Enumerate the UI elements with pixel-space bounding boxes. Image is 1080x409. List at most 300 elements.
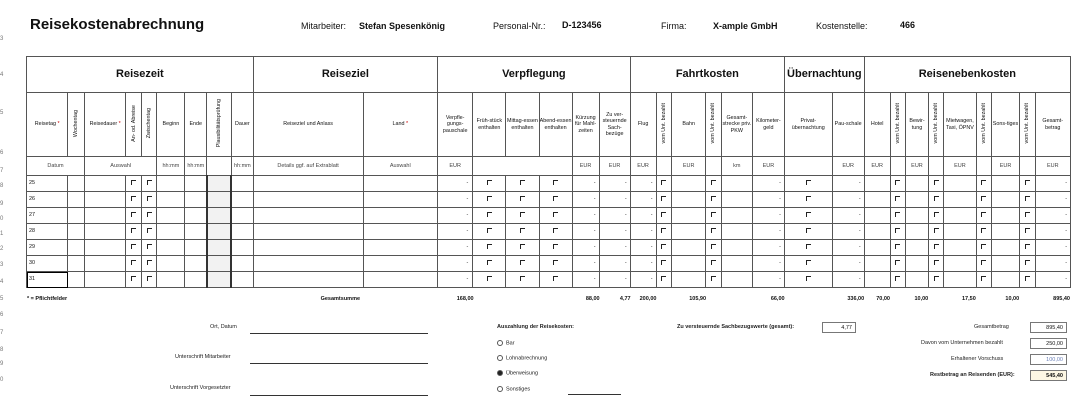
col-kuerzung: Kürzung für Mahl-zeiten xyxy=(572,93,599,157)
cell-zwischentag[interactable] xyxy=(141,272,157,288)
row-number: 6 xyxy=(0,150,4,156)
cell-hotel-ua[interactable] xyxy=(890,176,906,192)
group-verpflegung: Verpflegung xyxy=(438,57,631,93)
cell-reisedauer[interactable] xyxy=(84,192,125,208)
cell-reisedauer[interactable] xyxy=(84,240,125,256)
cell-bahn[interactable] xyxy=(672,272,706,288)
cell-sach: - xyxy=(599,208,630,224)
cell-fruehstueck[interactable] xyxy=(473,176,506,192)
cell-hotel[interactable] xyxy=(864,256,890,272)
sonstiges-line[interactable] xyxy=(568,394,621,395)
cell-sonstiges[interactable] xyxy=(992,208,1020,224)
cell-abendessen[interactable] xyxy=(539,208,572,224)
cell-land[interactable] xyxy=(363,176,438,192)
cell-mittagessen[interactable] xyxy=(506,272,539,288)
cell-hotel[interactable] xyxy=(864,224,890,240)
cell-wochentag[interactable] xyxy=(68,272,85,288)
cell-hotel[interactable] xyxy=(864,192,890,208)
cell-abendessen[interactable] xyxy=(539,224,572,240)
cell-flug-ua[interactable] xyxy=(656,256,672,272)
unit-kmgeld: EUR xyxy=(752,157,784,176)
cell-dauer[interactable] xyxy=(231,176,253,192)
checkbox-icon xyxy=(553,180,558,185)
checkbox-icon xyxy=(934,180,939,185)
cell-gesamtstrecke[interactable] xyxy=(721,256,752,272)
total-hotel: 70,00 xyxy=(876,296,890,302)
cell-an-abreise[interactable] xyxy=(126,256,142,272)
cell-kuerz: - xyxy=(572,240,599,256)
cell-land[interactable] xyxy=(363,272,438,288)
checkbox-icon xyxy=(806,212,811,217)
cell-gesamt: - xyxy=(1035,208,1070,224)
table-row xyxy=(27,208,1071,224)
cell-bewirtung-ua[interactable] xyxy=(928,192,944,208)
row-number: 8 xyxy=(0,347,4,353)
cell-bahn[interactable] xyxy=(672,224,706,240)
cell-kmgeld: - xyxy=(752,192,784,208)
cell-zwischentag[interactable] xyxy=(141,208,157,224)
employee-value[interactable]: Stefan Spesenkönig xyxy=(359,21,446,31)
cell-dauer[interactable] xyxy=(231,240,253,256)
cell-flug[interactable]: - xyxy=(630,272,656,288)
cell-mietwagen[interactable] xyxy=(944,176,976,192)
cell-mietwagen-ua[interactable] xyxy=(976,272,992,288)
cell-bahn[interactable] xyxy=(672,256,706,272)
cell-hotel-ua[interactable] xyxy=(890,208,906,224)
cell-flug[interactable]: - xyxy=(630,224,656,240)
cell-bewirtung[interactable] xyxy=(906,192,929,208)
cell-reiseziel-anlass[interactable] xyxy=(253,224,363,240)
checkbox-icon xyxy=(711,244,716,249)
cell-reisedauer[interactable] xyxy=(84,208,125,224)
cell-verpf: - xyxy=(438,272,473,288)
cell-gesamtstrecke[interactable] xyxy=(721,176,752,192)
cell-bewirtung[interactable] xyxy=(906,224,929,240)
cell-sonstiges[interactable] xyxy=(992,224,1020,240)
cell-zwischentag[interactable] xyxy=(141,240,157,256)
cell-gesamtstrecke[interactable] xyxy=(721,240,752,256)
cell-beginn[interactable] xyxy=(157,224,185,240)
cell-privatuebernachtung[interactable] xyxy=(784,240,832,256)
cell-gesamtstrecke[interactable] xyxy=(721,272,752,288)
cell-wochentag[interactable] xyxy=(68,208,85,224)
checkbox-icon xyxy=(520,228,525,233)
group-reiseziel: Reiseziel xyxy=(253,57,437,93)
col-dauer: Dauer xyxy=(231,93,253,157)
cell-sonstiges-ua[interactable] xyxy=(1019,192,1035,208)
cell-flug[interactable]: - xyxy=(630,208,656,224)
cell-bewirtung[interactable] xyxy=(906,272,929,288)
cell-mietwagen[interactable] xyxy=(944,208,976,224)
cell-dauer[interactable] xyxy=(231,272,253,288)
cell-reiseziel-anlass[interactable] xyxy=(253,272,363,288)
cell-bewirtung-ua[interactable] xyxy=(928,240,944,256)
cell-beginn[interactable] xyxy=(157,176,185,192)
cell-abendessen[interactable] xyxy=(539,256,572,272)
cell-privatuebernachtung[interactable] xyxy=(784,208,832,224)
row-number: 5 xyxy=(0,296,4,302)
cell-fruehstueck[interactable] xyxy=(473,192,506,208)
cell-verpf: - xyxy=(438,224,473,240)
unit-bahn: EUR xyxy=(672,157,706,176)
checkbox-icon xyxy=(147,244,152,249)
cell-privatuebernachtung[interactable] xyxy=(784,256,832,272)
cell-privatuebernachtung[interactable] xyxy=(784,176,832,192)
cell-kuerz: - xyxy=(572,192,599,208)
cell-privatuebernachtung[interactable] xyxy=(784,192,832,208)
cell-reisedauer[interactable] xyxy=(84,224,125,240)
cell-sonstiges-ua[interactable] xyxy=(1019,224,1035,240)
travel-expense-grid xyxy=(26,56,1071,288)
cell-an-abreise[interactable] xyxy=(126,208,142,224)
cell-reisetag[interactable]: 31 xyxy=(27,272,68,288)
cell-bewirtung[interactable] xyxy=(906,240,929,256)
cell-wochentag[interactable] xyxy=(68,176,85,192)
checkbox-icon xyxy=(934,260,939,265)
cell-reiseziel-anlass[interactable] xyxy=(253,208,363,224)
cell-verpf: - xyxy=(438,192,473,208)
option-bar[interactable]: Bar xyxy=(497,340,515,346)
cell-mietwagen[interactable] xyxy=(944,192,976,208)
checkbox-icon xyxy=(981,212,986,217)
total-kuerz: 88,00 xyxy=(585,296,600,302)
cell-reisetag[interactable]: 25 xyxy=(27,176,68,192)
checkbox-icon xyxy=(487,228,492,233)
checkbox-icon xyxy=(131,228,136,233)
cell-flug[interactable]: - xyxy=(630,192,656,208)
cell-hotel-ua[interactable] xyxy=(890,224,906,240)
cell-kuerz: - xyxy=(572,272,599,288)
cell-gesamtstrecke[interactable] xyxy=(721,224,752,240)
cell-flug[interactable]: - xyxy=(630,256,656,272)
checkbox-icon xyxy=(981,196,986,201)
cell-zwischentag[interactable] xyxy=(141,176,157,192)
cell-hotel-ua[interactable] xyxy=(890,256,906,272)
cell-mittagessen[interactable] xyxy=(506,208,539,224)
col-bahn-ua-bezahlt: vom Unt. bezahlt xyxy=(706,93,722,157)
cell-bahn[interactable] xyxy=(672,176,706,192)
cell-hotel-ua[interactable] xyxy=(890,192,906,208)
cell-ende[interactable] xyxy=(185,176,207,192)
cell-wochentag[interactable] xyxy=(68,192,85,208)
cell-ende[interactable] xyxy=(185,224,207,240)
cell-mietwagen-ua[interactable] xyxy=(976,208,992,224)
cell-reisedauer[interactable] xyxy=(84,256,125,272)
cell-land[interactable] xyxy=(363,192,438,208)
cell-flug-ua[interactable] xyxy=(656,208,672,224)
cell-bahn-ua[interactable] xyxy=(706,192,722,208)
cell-beginn[interactable] xyxy=(157,240,185,256)
col-pauschale: Pau-schale xyxy=(832,93,864,157)
cell-reisedauer[interactable] xyxy=(84,272,125,288)
total-flug: 200,00 xyxy=(639,296,657,302)
cell-flug-ua[interactable] xyxy=(656,224,672,240)
cell-bewirtung[interactable] xyxy=(906,176,929,192)
cell-bahn-ua[interactable] xyxy=(706,272,722,288)
cell-bewirtung-ua[interactable] xyxy=(928,224,944,240)
cell-mittagessen[interactable] xyxy=(506,224,539,240)
vorschuss-value[interactable]: 100,00 xyxy=(1030,354,1067,365)
cell-mietwagen-ua[interactable] xyxy=(976,176,992,192)
cell-land[interactable] xyxy=(363,208,438,224)
checkbox-icon xyxy=(934,228,939,233)
cell-ende[interactable] xyxy=(185,208,207,224)
cell-reiseziel-anlass[interactable] xyxy=(253,192,363,208)
checkbox-icon xyxy=(711,180,716,185)
checkbox-icon xyxy=(981,228,986,233)
checkbox-icon xyxy=(934,212,939,217)
cell-land[interactable] xyxy=(363,256,438,272)
checkbox-icon xyxy=(1025,196,1030,201)
cell-gesamtstrecke[interactable] xyxy=(721,208,752,224)
cell-sonstiges[interactable] xyxy=(992,176,1020,192)
cell-dauer[interactable] xyxy=(231,256,253,272)
cell-abendessen[interactable] xyxy=(539,272,572,288)
checkbox-icon xyxy=(147,276,152,281)
col-reisetag: Reisetag * xyxy=(27,93,68,157)
cell-fruehstueck[interactable] xyxy=(473,256,506,272)
cell-flug[interactable]: - xyxy=(630,176,656,192)
gesamtbetrag-value: 895,40 xyxy=(1030,322,1067,333)
cell-zwischentag[interactable] xyxy=(141,224,157,240)
cell-reiseziel-anlass[interactable] xyxy=(253,256,363,272)
cell-sonstiges[interactable] xyxy=(992,256,1020,272)
checkbox-icon xyxy=(661,180,666,185)
cell-bahn-ua[interactable] xyxy=(706,256,722,272)
company-value[interactable]: X-ample GmbH xyxy=(713,21,778,31)
col-wochentag: Wochentag xyxy=(68,93,85,157)
unterschrift-ma-label: Unterschrift Mitarbeiter xyxy=(175,354,231,360)
col-gesamtstrecke: Gesamt-strecke priv. PKW xyxy=(721,93,752,157)
cell-verpf: - xyxy=(438,256,473,272)
cell-kmgeld: - xyxy=(752,176,784,192)
cell-bahn-ua[interactable] xyxy=(706,176,722,192)
cell-beginn[interactable] xyxy=(157,192,185,208)
cell-flug-ua[interactable] xyxy=(656,176,672,192)
cell-fruehstueck[interactable] xyxy=(473,240,506,256)
cell-ende[interactable] xyxy=(185,240,207,256)
davon-value: 250,00 xyxy=(1030,338,1067,349)
cell-wochentag[interactable] xyxy=(68,224,85,240)
cell-reiseziel-anlass[interactable] xyxy=(253,176,363,192)
cell-bewirtung[interactable] xyxy=(906,208,929,224)
option-sonstiges[interactable]: Sonstiges xyxy=(497,386,530,392)
cell-reisetag[interactable]: 26 xyxy=(27,192,68,208)
cell-wochentag[interactable] xyxy=(68,256,85,272)
checkbox-icon xyxy=(661,244,666,249)
cell-mietwagen-ua[interactable] xyxy=(976,192,992,208)
cell-abendessen[interactable] xyxy=(539,240,572,256)
checkbox-icon xyxy=(895,180,900,185)
checkbox-icon xyxy=(895,196,900,201)
cell-reiseziel-anlass[interactable] xyxy=(253,240,363,256)
cell-sonstiges-ua[interactable] xyxy=(1019,176,1035,192)
cell-fruehstueck[interactable] xyxy=(473,224,506,240)
cell-abendessen[interactable] xyxy=(539,176,572,192)
cell-an-abreise[interactable] xyxy=(126,192,142,208)
cell-beginn[interactable] xyxy=(157,272,185,288)
cell-verpf: - xyxy=(438,240,473,256)
cell-hotel[interactable] xyxy=(864,272,890,288)
option-lohnabrechnung[interactable]: Lohnabrechnung xyxy=(497,355,547,361)
cell-sach: - xyxy=(599,272,630,288)
col-gesamtbetrag: Gesamt-betrag xyxy=(1035,93,1070,157)
cell-flug[interactable]: - xyxy=(630,240,656,256)
cell-zwischentag[interactable] xyxy=(141,192,157,208)
table-row xyxy=(27,256,1071,272)
restbetrag-label: Restbetrag an Reisenden (EUR): xyxy=(930,372,1015,378)
personnel-value[interactable]: D-123456 xyxy=(562,20,602,30)
cell-reisetag[interactable]: 28 xyxy=(27,224,68,240)
cell-mittagessen[interactable] xyxy=(506,176,539,192)
cell-mietwagen[interactable] xyxy=(944,240,976,256)
checkbox-icon xyxy=(520,212,525,217)
cell-an-abreise[interactable] xyxy=(126,224,142,240)
cell-bahn-ua[interactable] xyxy=(706,208,722,224)
unterschrift-ma-line[interactable] xyxy=(250,363,428,364)
checkbox-icon xyxy=(895,212,900,217)
cell-hotel[interactable] xyxy=(864,176,890,192)
page-title: Reisekostenabrechnung xyxy=(30,16,205,33)
cell-sonstiges-ua[interactable] xyxy=(1019,256,1035,272)
radio-selected-icon xyxy=(497,370,503,376)
cell-mietwagen[interactable] xyxy=(944,224,976,240)
checkbox-icon xyxy=(487,212,492,217)
cell-bewirtung-ua[interactable] xyxy=(928,256,944,272)
cell-ende[interactable] xyxy=(185,256,207,272)
cell-sonstiges-ua[interactable] xyxy=(1019,240,1035,256)
cell-sach: - xyxy=(599,240,630,256)
auszahlung-title: Auszahlung der Reisekosten: xyxy=(497,324,575,330)
cell-an-abreise[interactable] xyxy=(126,272,142,288)
cell-bewirtung-ua[interactable] xyxy=(928,272,944,288)
cell-bahn[interactable] xyxy=(672,240,706,256)
cell-hotel[interactable] xyxy=(864,208,890,224)
cell-bahn-ua[interactable] xyxy=(706,240,722,256)
cell-abendessen[interactable] xyxy=(539,192,572,208)
cell-bahn[interactable] xyxy=(672,208,706,224)
cell-bahn[interactable] xyxy=(672,192,706,208)
checkbox-icon xyxy=(806,196,811,201)
option-ueberweisung[interactable]: Überweisung xyxy=(497,370,538,376)
cell-mietwagen-ua[interactable] xyxy=(976,256,992,272)
cell-an-abreise[interactable] xyxy=(126,176,142,192)
cell-mietwagen-ua[interactable] xyxy=(976,240,992,256)
checkbox-icon xyxy=(553,276,558,281)
company-label: Firma: xyxy=(661,21,687,31)
cell-land[interactable] xyxy=(363,224,438,240)
group-uebernachtung: Übernachtung xyxy=(784,57,864,93)
cell-sonstiges-ua[interactable] xyxy=(1019,272,1035,288)
cell-wochentag[interactable] xyxy=(68,240,85,256)
cell-gesamtstrecke[interactable] xyxy=(721,192,752,208)
unterschrift-vg-line[interactable] xyxy=(250,395,428,396)
cell-fruehstueck[interactable] xyxy=(473,208,506,224)
cell-dauer[interactable] xyxy=(231,224,253,240)
checkbox-icon xyxy=(131,276,136,281)
cell-reisedauer[interactable] xyxy=(84,176,125,192)
col-zwischentag: Zwischentag xyxy=(141,93,157,157)
cell-pausch: - xyxy=(832,192,864,208)
cell-plausibilitaet xyxy=(207,272,232,288)
cell-mietwagen[interactable] xyxy=(944,272,976,288)
col-abendessen: Abend-essen enthalten xyxy=(539,93,572,157)
unit-pausch: EUR xyxy=(832,157,864,176)
cell-bewirtung[interactable] xyxy=(906,256,929,272)
cell-bewirtung-ua[interactable] xyxy=(928,208,944,224)
checkbox-icon xyxy=(934,276,939,281)
cell-sonstiges[interactable] xyxy=(992,272,1020,288)
row-number: 8 xyxy=(0,183,4,189)
cost-center-value[interactable]: 466 xyxy=(900,20,916,30)
cell-flug-ua[interactable] xyxy=(656,240,672,256)
cell-kmgeld: - xyxy=(752,208,784,224)
checkbox-icon xyxy=(131,244,136,249)
checkbox-icon xyxy=(131,196,136,201)
cell-mittagessen[interactable] xyxy=(506,192,539,208)
cell-bahn-ua[interactable] xyxy=(706,224,722,240)
checkbox-icon xyxy=(981,260,986,265)
cell-kmgeld: - xyxy=(752,272,784,288)
cell-ende[interactable] xyxy=(185,272,207,288)
cell-reisetag[interactable]: 29 xyxy=(27,240,68,256)
ort-datum-line[interactable] xyxy=(250,333,428,334)
cell-reisetag[interactable]: 30 xyxy=(27,256,68,272)
checkbox-icon xyxy=(487,276,492,281)
cell-mittagessen[interactable] xyxy=(506,240,539,256)
cell-an-abreise[interactable] xyxy=(126,240,142,256)
cell-hotel[interactable] xyxy=(864,240,890,256)
cell-bewirtung-ua[interactable] xyxy=(928,176,944,192)
cell-mittagessen[interactable] xyxy=(506,256,539,272)
cell-privatuebernachtung[interactable] xyxy=(784,224,832,240)
checkbox-icon xyxy=(806,276,811,281)
cell-flug-ua[interactable] xyxy=(656,192,672,208)
cell-zwischentag[interactable] xyxy=(141,256,157,272)
col-mietwagen-ua-bezahlt: vom Unt. bezahlt xyxy=(976,93,992,157)
checkbox-icon xyxy=(487,180,492,185)
cell-land[interactable] xyxy=(363,240,438,256)
cell-gesamt: - xyxy=(1035,240,1070,256)
cell-sonstiges[interactable] xyxy=(992,192,1020,208)
cell-mietwagen[interactable] xyxy=(944,256,976,272)
cell-hotel-ua[interactable] xyxy=(890,272,906,288)
cell-beginn[interactable] xyxy=(157,208,185,224)
col-privatuebernachtung: Privat-übernachtung xyxy=(784,93,832,157)
cell-pausch: - xyxy=(832,208,864,224)
col-kilometergeld: Kilometer-geld xyxy=(752,93,784,157)
cell-flug-ua[interactable] xyxy=(656,272,672,288)
unit-kuerz: EUR xyxy=(572,157,599,176)
cell-mietwagen-ua[interactable] xyxy=(976,224,992,240)
cell-dauer[interactable] xyxy=(231,208,253,224)
cell-sonstiges-ua[interactable] xyxy=(1019,208,1035,224)
row-number: 3 xyxy=(0,262,4,268)
cell-reisetag[interactable]: 27 xyxy=(27,208,68,224)
checkbox-icon xyxy=(487,260,492,265)
cell-dauer[interactable] xyxy=(231,192,253,208)
cell-hotel-ua[interactable] xyxy=(890,240,906,256)
cell-sonstiges[interactable] xyxy=(992,240,1020,256)
checkbox-icon xyxy=(520,180,525,185)
cell-privatuebernachtung[interactable] xyxy=(784,272,832,288)
cell-ende[interactable] xyxy=(185,192,207,208)
cell-fruehstueck[interactable] xyxy=(473,272,506,288)
table-row xyxy=(27,224,1071,240)
checkbox-icon xyxy=(661,276,666,281)
cell-beginn[interactable] xyxy=(157,256,185,272)
checkbox-icon xyxy=(981,244,986,249)
